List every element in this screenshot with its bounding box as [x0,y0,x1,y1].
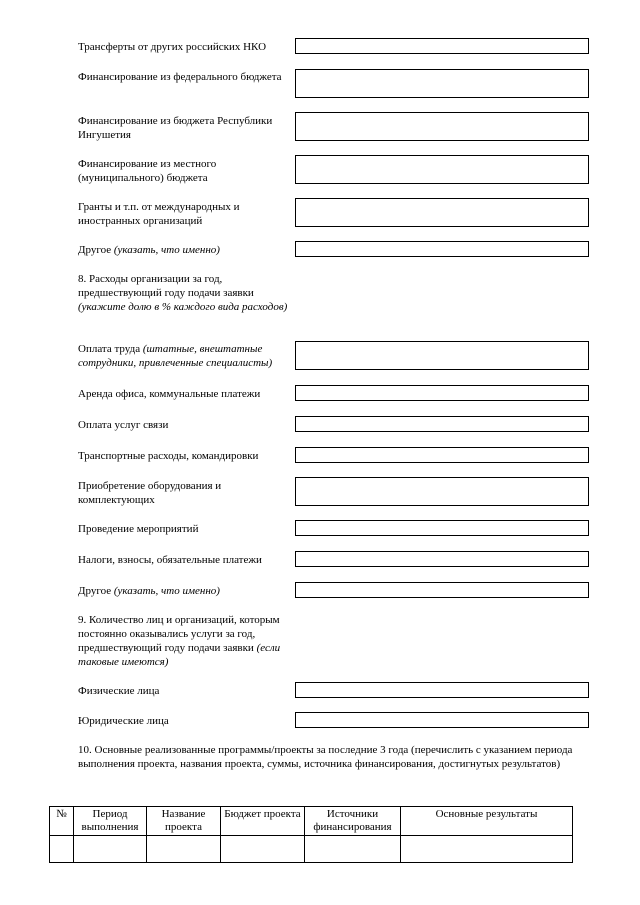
col-budget: Бюджет проекта [221,807,305,836]
section8-heading: 8. Расходы организации за год, предшествующий году подачи заявки (укажите долю в % каждого вида расходов) [78,273,288,313]
expense-field-taxes[interactable] [295,551,589,567]
income-field-grants[interactable] [295,198,589,227]
cell-number[interactable] [50,836,74,863]
expense-label-salary: Оплата труда (штатные, внештатные сотрудники, привлеченные специалисты) [78,343,273,369]
income-label-regional: Финансирование из бюджета Республики Ингушетия [78,115,273,141]
cell-title[interactable] [147,836,221,863]
col-sources: Источники финансирования [305,807,401,836]
section9-label-individuals: Физические лица [78,685,160,697]
income-field-other[interactable] [295,241,589,257]
section9-heading: 9. Количество лиц и организаций, которым постоянно оказывались услуги за год, предшествующий году подачи заявки (если таковые имеются) [78,614,281,668]
expense-label-equipment: Приобретение оборудования и комплектующих [78,480,222,506]
section10-heading: 10. Основные реализованные программы/проекты за последние 3 года (перечислить с указанием периода выполнения проекта, названия проекта, суммы, источника финансирования, достигнутых результатов) [78,744,573,770]
expense-field-transport[interactable] [295,447,589,463]
income-field-regional[interactable] [295,112,589,141]
expense-label-events: Проведение мероприятий [78,523,199,535]
income-field-federal[interactable] [295,69,589,98]
table-row [50,836,573,863]
expense-field-other[interactable] [295,582,589,598]
col-number: № [50,807,74,836]
income-field-transfers[interactable] [295,38,589,54]
expense-field-salary[interactable] [295,341,589,370]
expense-label-rent: Аренда офиса, коммунальные платежи [78,388,261,400]
expense-field-rent[interactable] [295,385,589,401]
income-label-other: Другое (указать, что именно) [78,244,220,256]
section9-field-individuals[interactable] [295,682,589,698]
section9-label-legal-entities: Юридические лица [78,715,169,727]
expense-label-communication: Оплата услуг связи [78,419,169,431]
expense-field-equipment[interactable] [295,477,589,506]
income-label-municipal: Финансирование из местного (муниципального) бюджета [78,158,217,184]
expense-label-other: Другое (указать, что именно) [78,585,220,597]
col-period: Период выполнения [74,807,147,836]
section9-field-legal-entities[interactable] [295,712,589,728]
income-label-federal: Финансирование из федерального бюджета [78,71,282,83]
expense-label-taxes: Налоги, взносы, обязательные платежи [78,554,262,566]
cell-sources[interactable] [305,836,401,863]
expense-label-transport: Транспортные расходы, командировки [78,450,259,462]
col-title: Название проекта [147,807,221,836]
expense-field-communication[interactable] [295,416,589,432]
projects-table [49,806,573,863]
income-label-grants: Гранты и т.п. от международных и иностранных организаций [78,201,240,227]
col-results: Основные результаты [401,807,573,836]
income-label-transfers: Трансферты от других российских НКО [78,41,267,53]
expense-field-events[interactable] [295,520,589,536]
cell-period[interactable] [74,836,147,863]
income-field-municipal[interactable] [295,155,589,184]
projects-table-header-row [50,807,573,836]
cell-results[interactable] [401,836,573,863]
cell-budget[interactable] [221,836,305,863]
